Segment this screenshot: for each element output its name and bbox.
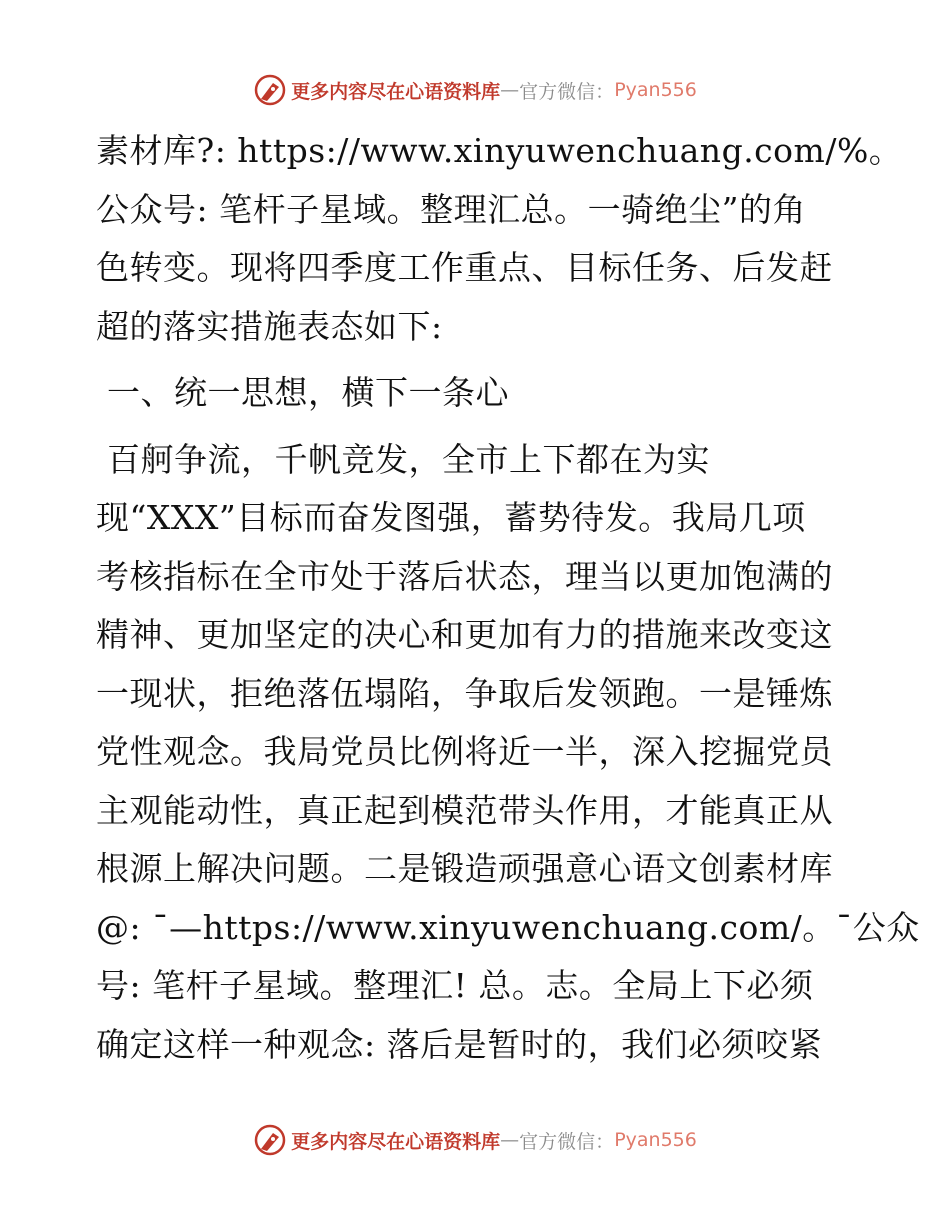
- text-line: 主观能动性，真正起到模范带头作用，才能真正从: [96, 790, 833, 830]
- text-line: 根源上解决问题。二是锻造顽强意心语文创素材库: [96, 849, 833, 888]
- text-line: 百舸争流，千帆竞发，全市上下都在为实: [96, 439, 710, 479]
- text-line: 精神、更加坚定的决心和更加有力的措施来改变这: [96, 615, 833, 654]
- text-line: 党性观念。我局党员比例将近一半，深入挖掘党员: [96, 732, 833, 771]
- text-line: 素材库?: https://www.xinyuwenchuang.com/%。: [96, 131, 903, 170]
- text-line: 确定这样一种观念: 落后是暂时的，我们必须咬紧: [96, 1024, 823, 1064]
- document-body: [96, 122, 920, 1074]
- footer-banner: [0, 1120, 950, 1160]
- header-banner: [0, 70, 950, 110]
- banner-separator: —: [500, 1129, 520, 1151]
- text-line: 一现状，拒绝落伍塌陷，争取后发领跑。一是锤炼: [96, 673, 833, 713]
- banner-separator: —: [500, 79, 520, 101]
- banner-main-text: 更多内容尽在心语资料库: [291, 1130, 501, 1153]
- text-line: 号: 笔杆子星域。整理汇! 总。志。全局上下必须: [96, 966, 814, 1005]
- text-line: 色转变。现将四季度工作重点、目标任务、后发赶: [96, 248, 833, 287]
- banner-wechat-label: 官方微信：: [519, 80, 615, 103]
- section-heading: 一、统一思想，横下一条心: [96, 373, 509, 412]
- text-line: 考核指标在全市处于落后状态，理当以更加饱满的: [96, 556, 833, 596]
- banner-main-text: 更多内容尽在心语资料库: [291, 80, 501, 103]
- banner-wechat-id: Pyan556: [614, 1129, 697, 1151]
- pen-nib-logo-icon: [253, 1123, 287, 1157]
- text-line: 现“XXX”目标而奋发图强，蓄势待发。我局几项: [96, 498, 806, 537]
- text-line: 超的落实措施表态如下:: [96, 306, 443, 346]
- banner-wechat-id: Pyan556: [614, 79, 697, 101]
- pen-nib-logo-icon: [253, 73, 287, 107]
- banner-wechat-label: 官方微信：: [519, 1130, 615, 1153]
- text-line: @: ¯—https://www.xinyuwenchuang.com/。¯公众: [96, 907, 920, 947]
- text-line: 公众号: 笔杆子星域。整理汇总。一骑绝尘”的角: [96, 189, 806, 229]
